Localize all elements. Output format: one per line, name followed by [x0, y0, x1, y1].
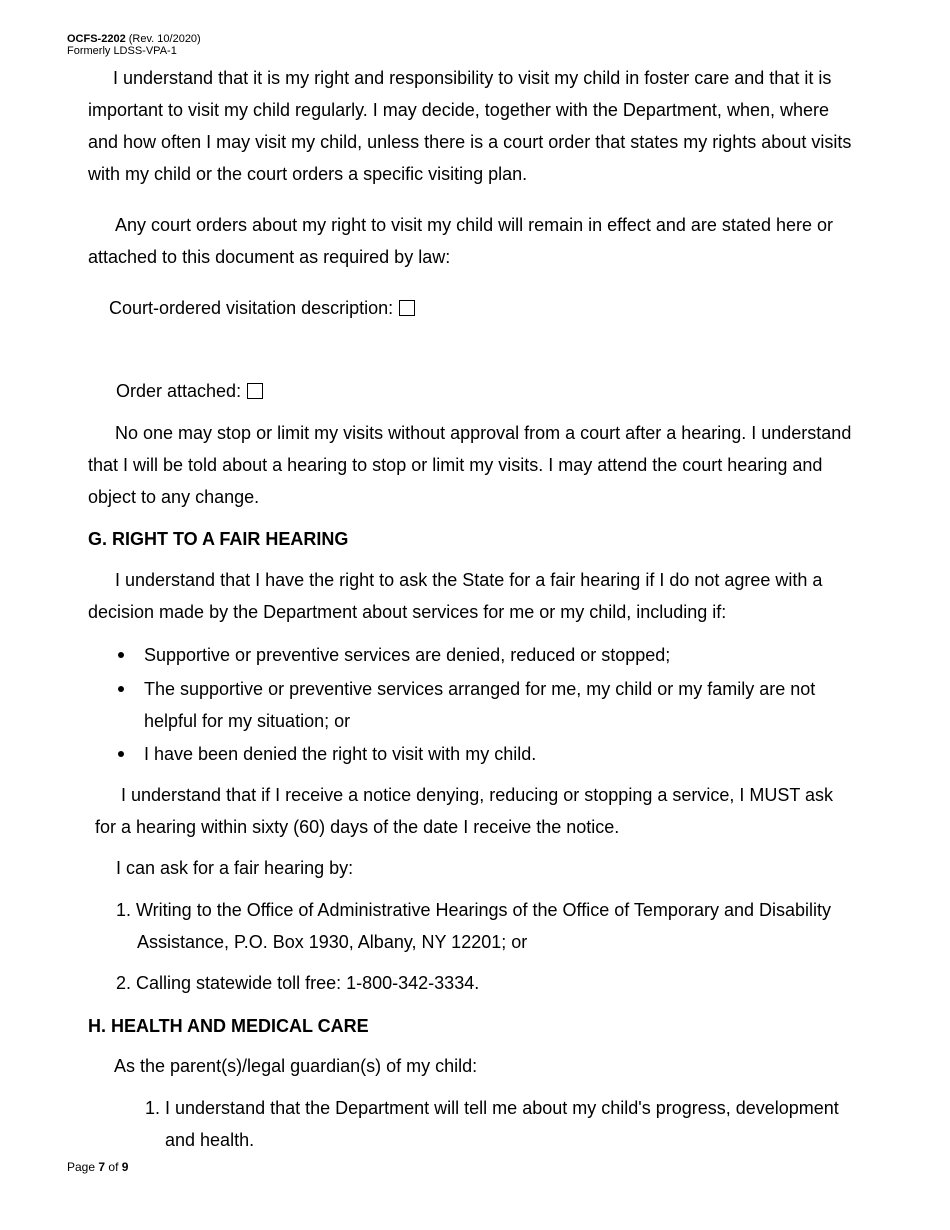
bullet-1: Supportive or preventive services are denied, reduced or stopped; — [144, 645, 671, 665]
hearing-option-1-line1: 1. Writing to the Office of Administrative Hearings of the Office of Temporary and Disability — [116, 900, 831, 920]
court-ordered-checkbox[interactable] — [399, 300, 415, 316]
how-to-label: I can ask for a fair hearing by: — [116, 858, 354, 878]
page-prefix: Page — [67, 1160, 96, 1174]
bullet-3: I have been denied the right to visit with my child. — [144, 744, 537, 764]
section-g-heading: G. RIGHT TO A FAIR HEARING — [88, 529, 349, 549]
bullet-marker — [118, 652, 124, 658]
form-revision: (Rev. 10/2020) — [128, 33, 201, 45]
health-item-1-line2: and health. — [165, 1130, 255, 1150]
formerly-label: Formerly LDSS-VPA-1 — [67, 45, 177, 57]
health-item-1-line1: 1. I understand that the Department will tell me about my child's progress, development — [145, 1098, 839, 1118]
page-of: of — [108, 1160, 119, 1174]
visit-p2-line1: Any court orders about my right to visit my child will remain in effect and are stated here or — [115, 215, 833, 235]
visit-p1-line1: I understand that it is my right and responsibility to visit my child in foster care and that it is — [113, 68, 832, 88]
hearing-option-2: 2. Calling statewide toll free: 1-800-342-3334. — [116, 973, 480, 993]
section-h-intro: As the parent(s)/legal guardian(s) of my child: — [114, 1056, 478, 1076]
court-ordered-label: Court-ordered visitation description: — [109, 298, 394, 318]
visit-p2-line2: attached to this document as required by law: — [88, 247, 451, 267]
visit-p3-line3: object to any change. — [88, 487, 260, 507]
order-attached-row — [116, 375, 263, 407]
order-attached-checkbox[interactable] — [247, 383, 263, 399]
section-h-heading: H. HEALTH AND MEDICAL CARE — [88, 1016, 369, 1036]
visit-p1-line4: with my child or the court orders a specific visiting plan. — [88, 164, 528, 184]
form-number: OCFS-2202 — [67, 33, 126, 45]
section-g-intro-line1: I understand that I have the right to ask the State for a fair hearing if I do not agree with a — [115, 570, 823, 590]
page-number — [67, 1161, 128, 1174]
visit-p3-line1: No one may stop or limit my visits without approval from a court after a hearing. I understand — [115, 423, 852, 443]
bullet-marker — [118, 686, 124, 692]
bullet-2-line2: helpful for my situation; or — [144, 711, 351, 731]
hearing-option-1-line2: Assistance, P.O. Box 1930, Albany, NY 12201; or — [137, 932, 528, 952]
visit-p3-line2: that I will be told about a hearing to stop or limit my visits. I may attend the court hearing and — [88, 455, 823, 475]
order-attached-label: Order attached: — [116, 381, 242, 401]
notice-line1: I understand that if I receive a notice denying, reducing or stopping a service, I MUST ask — [121, 785, 834, 805]
visit-p1-line3: and how often I may visit my child, unless there is a court order that states my rights about visits — [88, 132, 852, 152]
notice-line2: for a hearing within sixty (60) days of the date I receive the notice. — [95, 817, 620, 837]
section-g-intro-line2: decision made by the Department about services for me or my child, including if: — [88, 602, 727, 622]
visit-p1-line2: important to visit my child regularly. I may decide, together with the Department, when, where — [88, 100, 829, 120]
court-ordered-row — [109, 292, 415, 324]
page-current: 7 — [98, 1160, 106, 1174]
bullet-marker — [118, 751, 124, 757]
bullet-2-line1: The supportive or preventive services arranged for me, my child or my family are not — [144, 679, 816, 699]
page-total: 9 — [121, 1160, 129, 1174]
